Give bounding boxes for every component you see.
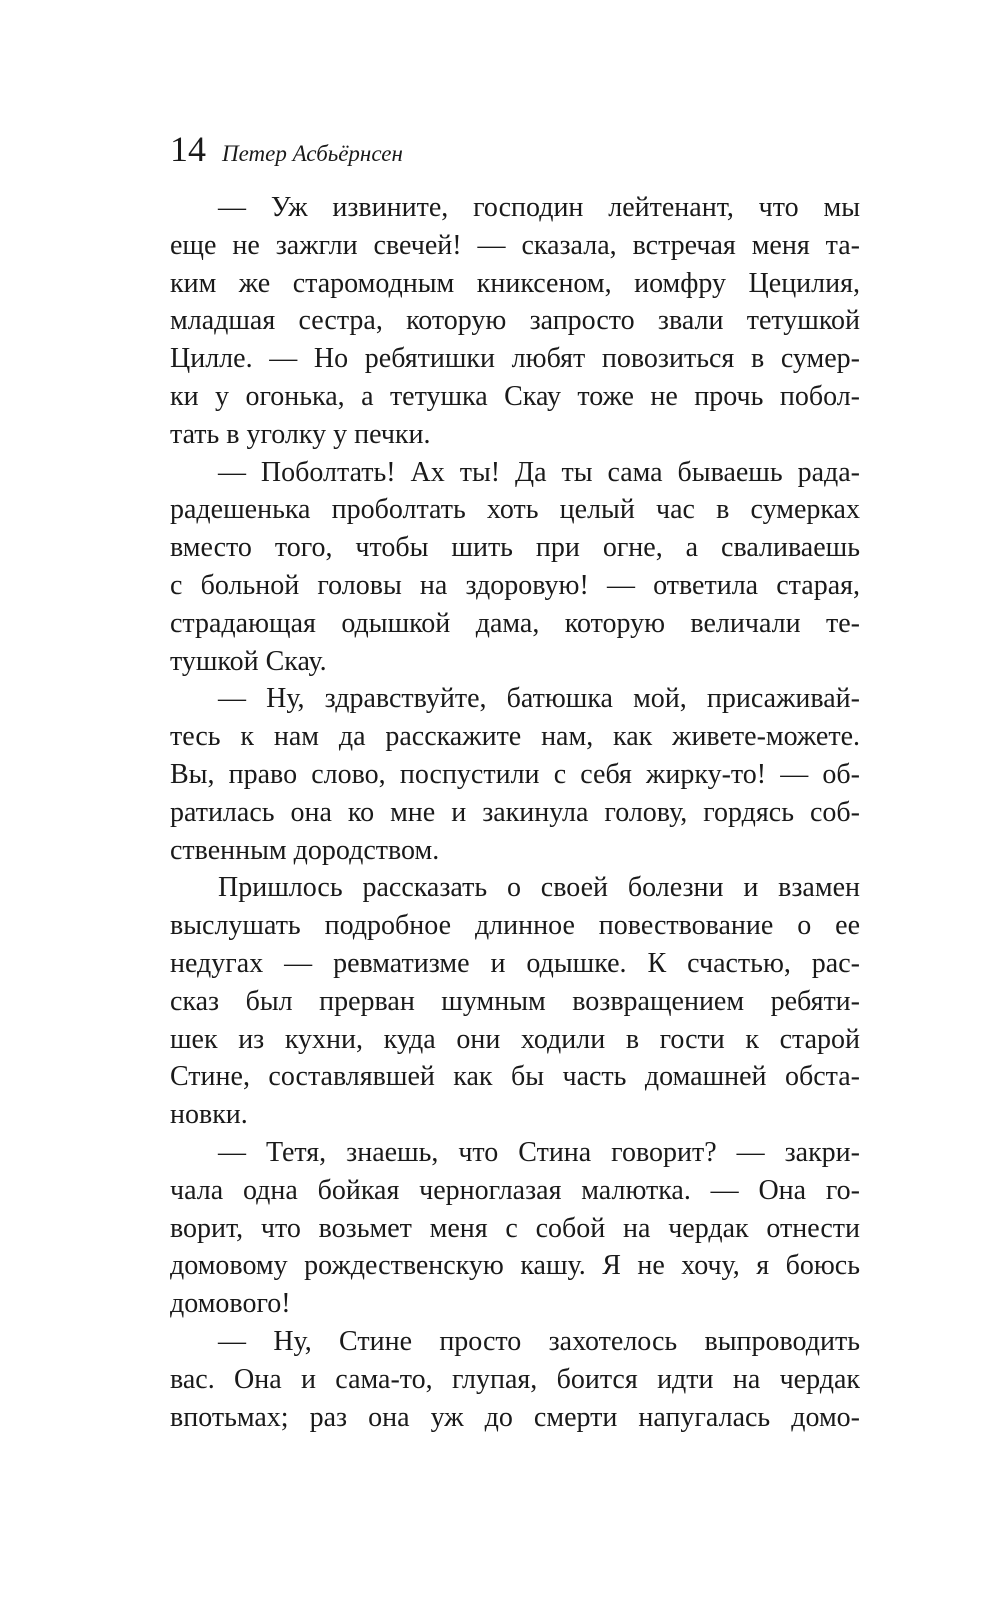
text-line: тушкой Скау. (170, 645, 327, 677)
page-number: 14 (170, 129, 206, 169)
text-line: радешенька проболтать хоть целый час в сумерках (170, 494, 860, 526)
text-line: домовому рождественскую кашу. Я не хочу, я боюсь (170, 1250, 860, 1282)
text-line: Пришлось рассказать о своей болезни и взамен (218, 872, 860, 904)
text-line: шек из кухни, куда они ходили в гости к старой (170, 1023, 860, 1055)
text-line: — Ну, Стине просто захотелось выпроводить (218, 1325, 860, 1357)
text-line: — Тетя, знаешь, что Стина говорит? — закри- (218, 1136, 860, 1168)
text-line: тать в уголку у печки. (170, 418, 431, 450)
text-line: — Ну, здравствуйте, батюшка мой, присаживай- (218, 683, 860, 715)
text-line: новки. (170, 1099, 248, 1131)
text-line: недугах — ревматизме и одышке. К счастью, рас- (170, 947, 860, 979)
text-line: с больной головы на здоровую! — ответила старая, (170, 569, 860, 601)
text-line: вместо того, чтобы шить при огне, а сваливаешь (170, 532, 860, 564)
text-line: выслушать подробное длинное повествование о ее (170, 910, 860, 942)
text-line: домового! (170, 1288, 291, 1320)
text-line: младшая сестра, которую запросто звали тетушкой (170, 305, 860, 337)
text-line: ворит, что возьмет меня с собой на чердак отнести (170, 1212, 860, 1244)
book-author: Петер Асбьёрнсен (222, 141, 403, 166)
text-line: страдающая одышкой дама, которую величали те- (170, 607, 860, 639)
text-line: тесь к нам да расскажите нам, как живете-можете. (170, 721, 860, 753)
text-line: чала одна бойкая черноглазая малютка. — Она го- (170, 1174, 860, 1206)
body-text (170, 189, 860, 1436)
text-line: — Уж извините, господин лейтенант, что мы (218, 192, 860, 223)
text-line: впотьмах; раз она уж до смерти напугалась домо- (170, 1401, 860, 1433)
text-line: Стине, составлявшей как бы часть домашней обста- (170, 1061, 860, 1093)
text-line: ратилась она ко мне и закинула голову, гордясь соб- (170, 796, 860, 828)
text-line: Цилле. — Но ребятишки любят повозиться в сумер- (170, 343, 860, 375)
text-line: ственным дородством. (170, 834, 440, 866)
running-head (170, 128, 403, 178)
text-line: ким же старомодным книксеном, иомфру Цецилия, (170, 267, 860, 299)
text-line: ки у огонька, а тетушка Скау тоже не прочь побол- (170, 380, 860, 412)
text-line: Вы, право слово, поспустили с себя жирку-то! — об- (170, 758, 860, 790)
text-line: сказ был прерван шумным возвращением ребяти- (170, 985, 860, 1017)
text-line: вас. Она и сама-то, глупая, боится идти на чердак (170, 1363, 860, 1395)
text-line: — Поболтать! Ах ты! Да ты сама бываешь рада- (218, 456, 860, 488)
text-line: еще не зажгли свечей! — сказала, встречая меня та- (170, 229, 860, 261)
